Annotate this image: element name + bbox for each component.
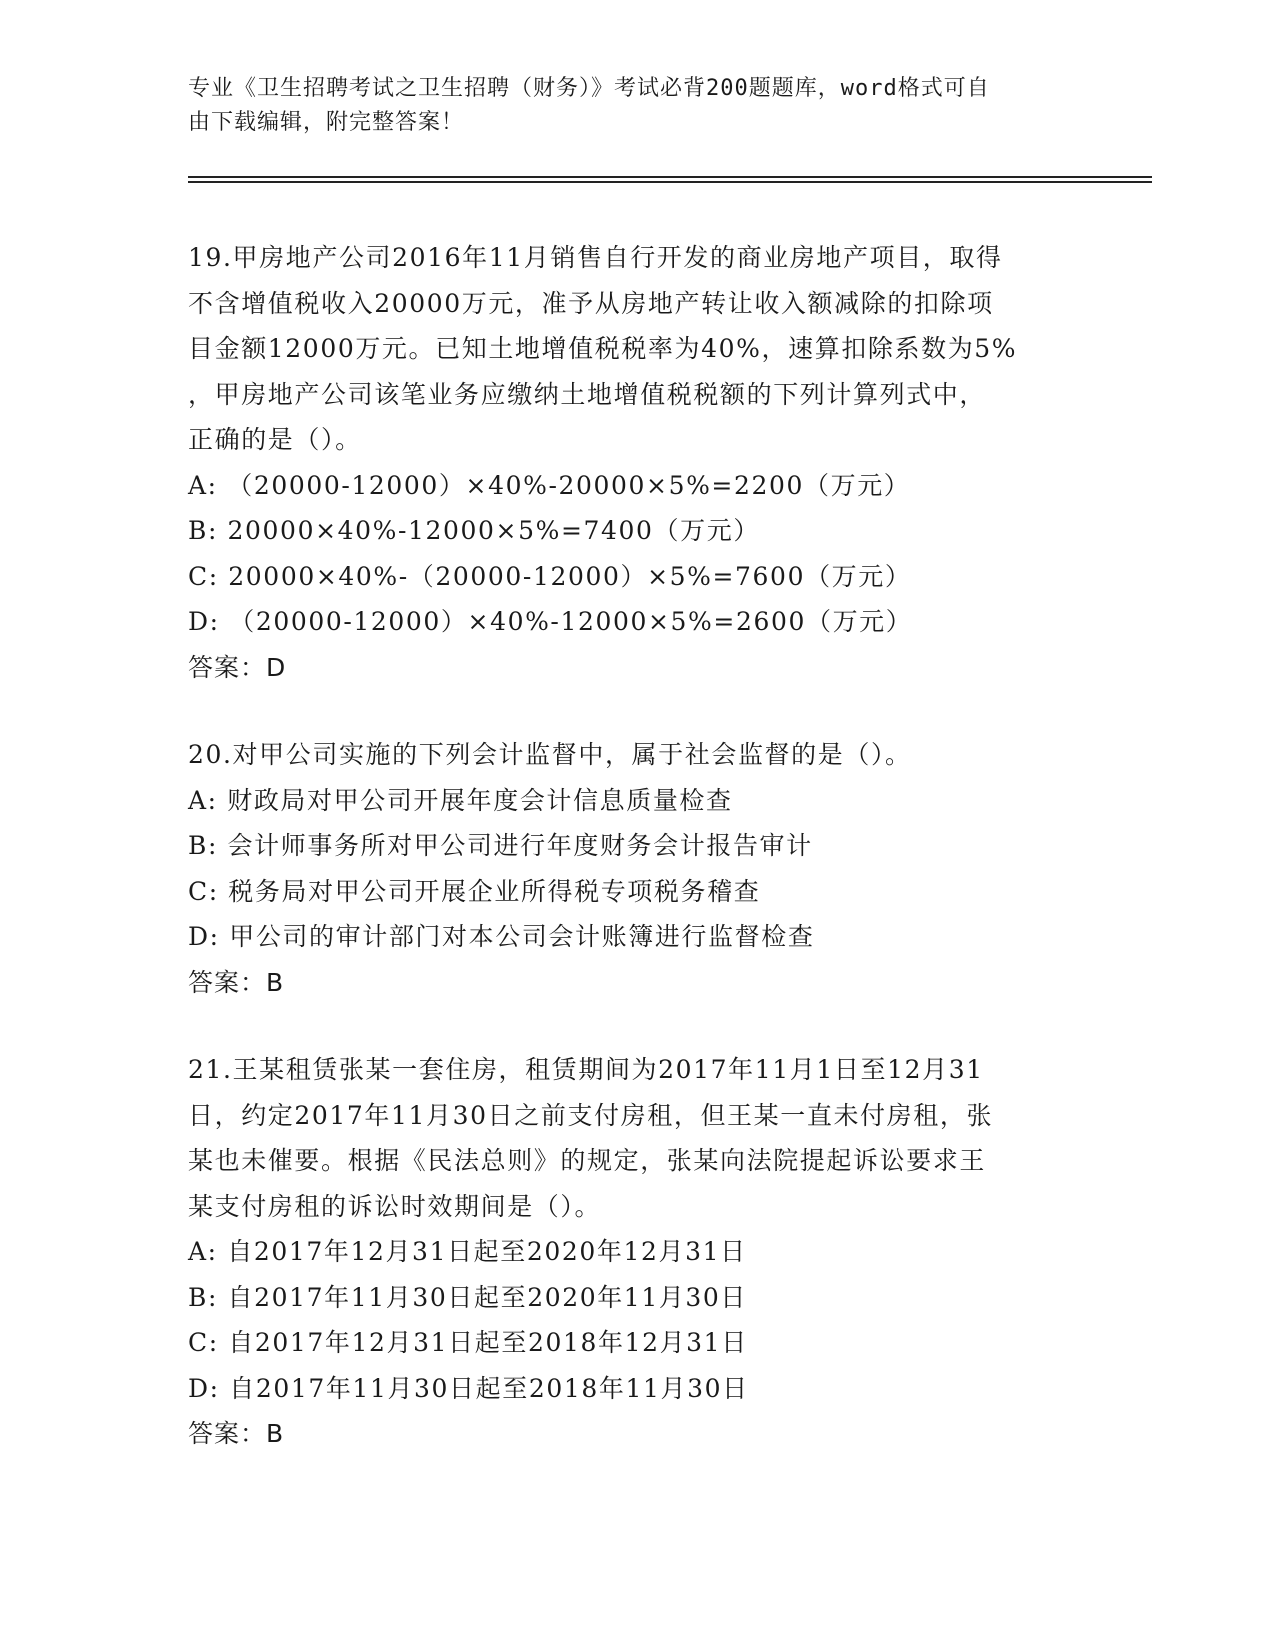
option-a: A: 财政局对甲公司开展年度会计信息质量检查 <box>188 785 733 815</box>
option-a: A: （20000-12000）×40%-20000×5%=2200（万元） <box>188 470 911 500</box>
header-line: 由下载编辑，附完整答案！ <box>188 110 465 135</box>
question-stem-line: 某也未催要。根据《民法总则》的规定，张某向法院提起诉讼要求王 <box>188 1146 987 1175</box>
option-d: D: （20000-12000）×40%-12000×5%=2600（万元） <box>188 607 913 636</box>
question-stem-line: ，甲房地产公司该笔业务应缴纳土地增值税税额的下列计算列式中， <box>188 379 987 409</box>
header-divider-bottom <box>188 181 1152 183</box>
option-c: C: 自2017年12月31日起至2018年12月31日 <box>188 1328 748 1357</box>
option-d: D: 自2017年11月30日起至2018年11月30日 <box>188 1373 749 1403</box>
option-c: C: 20000×40%-（20000-12000）×5%=7600（万元） <box>188 561 912 591</box>
option-d: D: 甲公司的审计部门对本公司会计账簿进行监督检查 <box>188 922 815 951</box>
header-line: 专业《卫生招聘考试之卫生招聘（财务）》考试必背200题题库，word格式可自 <box>188 76 990 101</box>
answer-label: 答案：D <box>188 652 287 682</box>
question-21 <box>188 1047 1088 1457</box>
question-list <box>188 235 1088 1499</box>
header-divider-top <box>188 176 1152 178</box>
answer-label: 答案：B <box>188 967 285 997</box>
question-stem-line: 某支付房租的诉讼时效期间是（）。 <box>188 1191 602 1221</box>
document-header <box>188 72 1068 140</box>
question-19 <box>188 235 1088 690</box>
option-a: A: 自2017年12月31日起至2020年12月31日 <box>188 1237 747 1266</box>
question-stem-line: 20.对甲公司实施的下列会计监督中，属于社会监督的是（）。 <box>188 740 912 769</box>
question-stem-line: 21.王某租赁张某一套住房，租赁期间为2017年11月1日至12月31 <box>188 1055 984 1084</box>
question-stem-line: 不含增值税收入20000万元，准予从房地产转让收入额减除的扣除项 <box>188 288 994 318</box>
question-stem-line: 正确的是（）。 <box>188 425 362 454</box>
question-stem-line: 日，约定2017年11月30日之前支付房租，但王某一直未付房租，张 <box>188 1100 994 1130</box>
question-stem-line: 目金额12000万元。已知土地增值税税率为40%，速算扣除系数为5% <box>188 334 1018 363</box>
option-b: B: 20000×40%-12000×5%=7400（万元） <box>188 516 760 545</box>
option-b: B: 自2017年11月30日起至2020年11月30日 <box>188 1282 748 1312</box>
option-b: B: 会计师事务所对甲公司进行年度财务会计报告审计 <box>188 831 813 860</box>
option-c: C: 税务局对甲公司开展企业所得税专项税务稽查 <box>188 876 761 906</box>
question-stem-line: 19.甲房地产公司2016年11月销售自行开发的商业房地产项目，取得 <box>188 243 1003 272</box>
question-20 <box>188 732 1088 1005</box>
answer-label: 答案：B <box>188 1419 285 1448</box>
